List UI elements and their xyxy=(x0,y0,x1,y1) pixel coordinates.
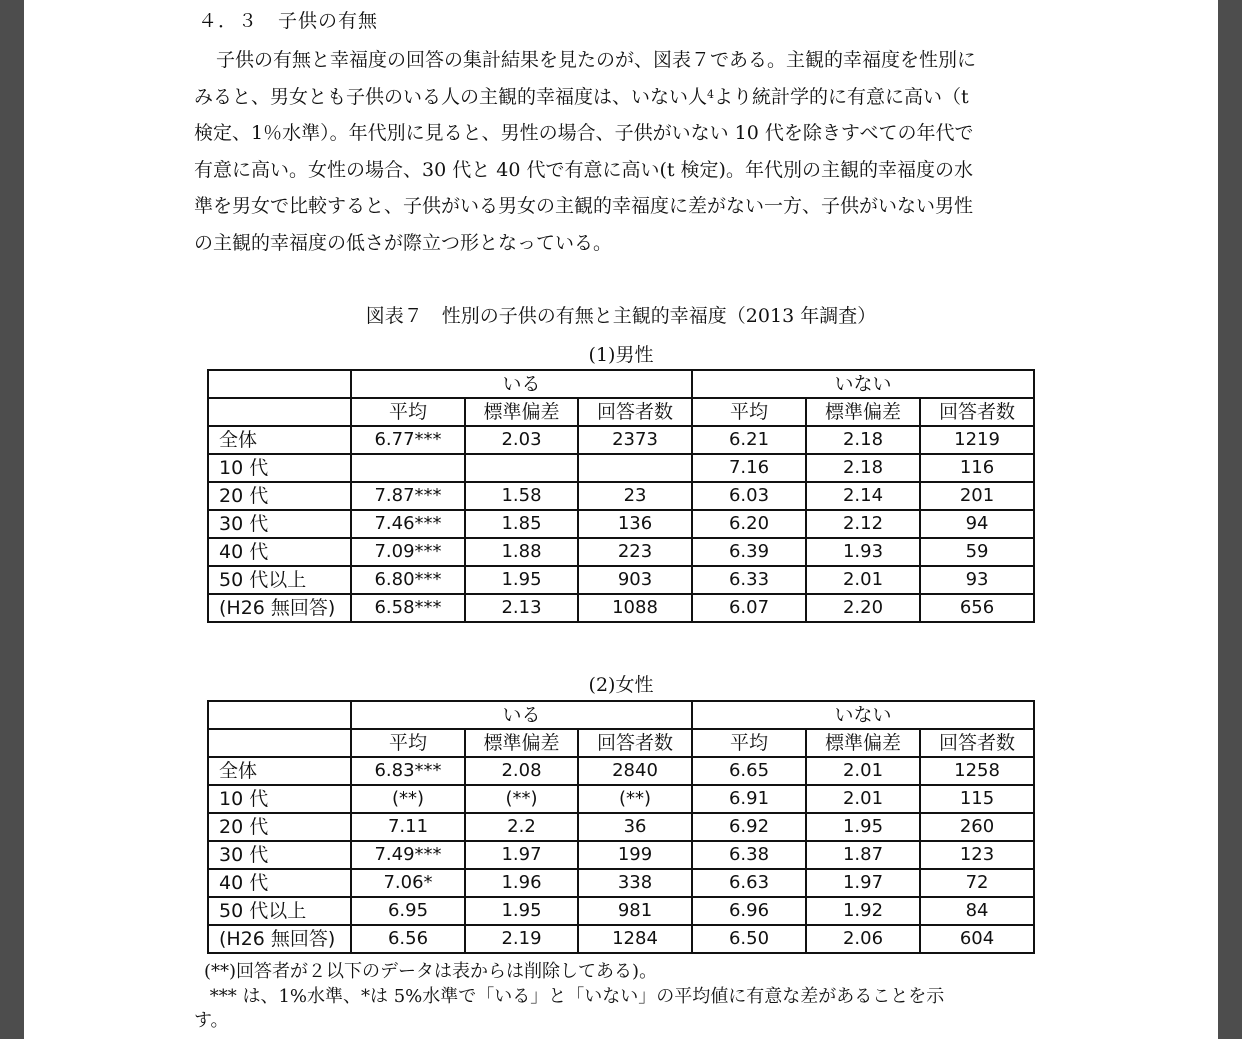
paragraph-text: より統計学的に有意に高い（t xyxy=(714,85,969,108)
table-row xyxy=(208,426,1034,454)
table-cell: 115 xyxy=(920,785,1034,813)
row-label: 30 代 xyxy=(208,510,351,538)
column-header: 標準偏差 xyxy=(465,729,578,757)
table-cell: 6.03 xyxy=(692,482,806,510)
table-cell: 136 xyxy=(578,510,692,538)
table-row xyxy=(208,841,1034,869)
table-cell: 2.01 xyxy=(806,785,920,813)
row-label: 全体 xyxy=(208,757,351,785)
group-header-without-children: いない xyxy=(692,701,1034,729)
table-cell: 2.03 xyxy=(465,426,578,454)
row-label: 20 代 xyxy=(208,482,351,510)
column-header-row xyxy=(208,398,1034,426)
table-cell: 2.13 xyxy=(465,594,578,622)
section-heading: ４．３ 子供の有無 xyxy=(198,10,379,32)
row-label: (H26 無回答) xyxy=(208,594,351,622)
table-cell xyxy=(465,454,578,482)
group-header-row xyxy=(208,701,1034,729)
table-cell: 7.87*** xyxy=(351,482,465,510)
table-cell: 59 xyxy=(920,538,1034,566)
table-cell: 6.21 xyxy=(692,426,806,454)
table-cell: 6.95 xyxy=(351,897,465,925)
table-cell: 93 xyxy=(920,566,1034,594)
table-cell: 2.18 xyxy=(806,454,920,482)
table-cell: 6.38 xyxy=(692,841,806,869)
table-cell: 2.12 xyxy=(806,510,920,538)
table-row xyxy=(208,897,1034,925)
male-table xyxy=(207,369,1035,623)
table-cell: 2840 xyxy=(578,757,692,785)
table-cell: 1219 xyxy=(920,426,1034,454)
group-header-with-children: いる xyxy=(351,370,692,398)
table-cell: 123 xyxy=(920,841,1034,869)
row-label: 50 代以上 xyxy=(208,566,351,594)
paragraph-line: 子供の有無と幸福度の回答の集計結果を見たのが、図表７である。主観的幸福度を性別に xyxy=(216,49,977,71)
paragraph-line: 準を男女で比較すると、子供がいる男女の主観的幸福度に差がない一方、子供がいない男性 xyxy=(194,195,974,218)
table-cell: 1258 xyxy=(920,757,1034,785)
table-cell: 1284 xyxy=(578,925,692,953)
table-cell: 72 xyxy=(920,869,1034,897)
table-cell: 6.56 xyxy=(351,925,465,953)
paragraph-text: みると、男女とも子供のいる人の主観的幸福度は、いない人 xyxy=(194,85,708,108)
table-cell: 7.46*** xyxy=(351,510,465,538)
table-cell: 201 xyxy=(920,482,1034,510)
table-cell: 2.18 xyxy=(806,426,920,454)
column-header: 回答者数 xyxy=(920,398,1034,426)
female-table xyxy=(207,700,1035,954)
row-label: 20 代 xyxy=(208,813,351,841)
table-cell: 338 xyxy=(578,869,692,897)
table-cell: 1.87 xyxy=(806,841,920,869)
column-header: 標準偏差 xyxy=(806,398,920,426)
table-cell: 199 xyxy=(578,841,692,869)
table-cell: 1.95 xyxy=(465,566,578,594)
figure-caption: 図表７ 性別の子供の有無と主観的幸福度（2013 年調査） xyxy=(365,305,877,327)
row-label: 40 代 xyxy=(208,869,351,897)
table-cell: 2.19 xyxy=(465,925,578,953)
table-row xyxy=(208,510,1034,538)
table-cell: 7.49*** xyxy=(351,841,465,869)
table-cell: 6.65 xyxy=(692,757,806,785)
paragraph-line: 検定、1％水準）。年代別に見ると、男性の場合、子供がいない 10 代を除きすべての年代で xyxy=(194,122,974,145)
corner-cell xyxy=(208,729,351,757)
significance-note: *** は、1%水準、*は 5%水準で「いる」と「いない」の平均値に有意な差があることを示 xyxy=(204,986,945,1007)
corner-cell xyxy=(208,701,351,729)
table-row xyxy=(208,538,1034,566)
table-cell: 2.2 xyxy=(465,813,578,841)
table-cell xyxy=(578,454,692,482)
right-page-margin xyxy=(1218,0,1242,1039)
column-header: 平均 xyxy=(692,398,806,426)
table-cell: 6.20 xyxy=(692,510,806,538)
table-row xyxy=(208,594,1034,622)
table-row xyxy=(208,869,1034,897)
table-cell: 1.58 xyxy=(465,482,578,510)
table-cell: 6.92 xyxy=(692,813,806,841)
table-cell: 1.96 xyxy=(465,869,578,897)
table-cell: 36 xyxy=(578,813,692,841)
table-cell: 2.01 xyxy=(806,757,920,785)
table-cell: (**) xyxy=(465,785,578,813)
table-cell: 6.07 xyxy=(692,594,806,622)
table-cell: 6.58*** xyxy=(351,594,465,622)
table-cell: 116 xyxy=(920,454,1034,482)
left-page-margin xyxy=(0,0,24,1039)
table-cell: 1.92 xyxy=(806,897,920,925)
table-row xyxy=(208,785,1034,813)
table-row xyxy=(208,925,1034,953)
table-cell: 2373 xyxy=(578,426,692,454)
table-cell: 260 xyxy=(920,813,1034,841)
table-cell: 6.91 xyxy=(692,785,806,813)
male-table-caption: (1)男性 xyxy=(588,344,654,366)
table-cell xyxy=(351,454,465,482)
table-cell: 6.80*** xyxy=(351,566,465,594)
table-cell: 1.97 xyxy=(806,869,920,897)
row-label: 40 代 xyxy=(208,538,351,566)
table-cell: (**) xyxy=(351,785,465,813)
table-cell: 6.39 xyxy=(692,538,806,566)
table-row xyxy=(208,757,1034,785)
row-label: 全体 xyxy=(208,426,351,454)
table-cell: 6.33 xyxy=(692,566,806,594)
paragraph-line: 有意に高い。女性の場合、30 代と 40 代で有意に高い(t 検定)。年代別の主観的幸福度の水 xyxy=(194,158,973,181)
group-header-row xyxy=(208,370,1034,398)
footnote-reference: 4 xyxy=(707,87,715,101)
paragraph-line: の主観的幸福度の低さが際立つ形となっている。 xyxy=(194,231,613,254)
table-cell: 7.09*** xyxy=(351,538,465,566)
table-cell: 903 xyxy=(578,566,692,594)
table-row xyxy=(208,566,1034,594)
row-label: 50 代以上 xyxy=(208,897,351,925)
female-table-caption: (2)女性 xyxy=(588,674,654,696)
column-header-row xyxy=(208,729,1034,757)
table-cell: (**) xyxy=(578,785,692,813)
table-row xyxy=(208,813,1034,841)
table-row xyxy=(208,454,1034,482)
table-cell: 1.93 xyxy=(806,538,920,566)
table-cell: 7.06* xyxy=(351,869,465,897)
table-note: (**)回答者が２以下のデータは表からは削除してある)。 xyxy=(204,961,658,982)
table-cell: 6.77*** xyxy=(351,426,465,454)
table-cell: 7.11 xyxy=(351,813,465,841)
row-label: 10 代 xyxy=(208,454,351,482)
table-cell: 1.88 xyxy=(465,538,578,566)
table-cell: 1.95 xyxy=(806,813,920,841)
table-cell: 1.95 xyxy=(465,897,578,925)
table-cell: 223 xyxy=(578,538,692,566)
column-header: 標準偏差 xyxy=(806,729,920,757)
table-cell: 84 xyxy=(920,897,1034,925)
column-header: 標準偏差 xyxy=(465,398,578,426)
table-cell: 1.85 xyxy=(465,510,578,538)
group-header-without-children: いない xyxy=(692,370,1034,398)
table-cell: 23 xyxy=(578,482,692,510)
corner-cell xyxy=(208,370,351,398)
row-label: (H26 無回答) xyxy=(208,925,351,953)
row-label: 10 代 xyxy=(208,785,351,813)
table-cell: 94 xyxy=(920,510,1034,538)
table-cell: 2.14 xyxy=(806,482,920,510)
significance-note-continued: す。 xyxy=(194,1010,229,1031)
group-header-with-children: いる xyxy=(351,701,692,729)
table-row xyxy=(208,482,1034,510)
table-cell: 1088 xyxy=(578,594,692,622)
table-cell: 604 xyxy=(920,925,1034,953)
column-header: 平均 xyxy=(692,729,806,757)
table-cell: 1.97 xyxy=(465,841,578,869)
table-cell: 7.16 xyxy=(692,454,806,482)
table-cell: 6.50 xyxy=(692,925,806,953)
column-header: 回答者数 xyxy=(578,398,692,426)
table-cell: 981 xyxy=(578,897,692,925)
table-cell: 2.01 xyxy=(806,566,920,594)
corner-cell xyxy=(208,398,351,426)
row-label: 30 代 xyxy=(208,841,351,869)
table-cell: 656 xyxy=(920,594,1034,622)
column-header: 回答者数 xyxy=(920,729,1034,757)
table-cell: 6.96 xyxy=(692,897,806,925)
table-cell: 6.63 xyxy=(692,869,806,897)
column-header: 平均 xyxy=(351,398,465,426)
table-cell: 2.20 xyxy=(806,594,920,622)
body-paragraph xyxy=(194,42,1054,262)
table-cell: 2.08 xyxy=(465,757,578,785)
table-cell: 2.06 xyxy=(806,925,920,953)
column-header: 平均 xyxy=(351,729,465,757)
table-cell: 6.83*** xyxy=(351,757,465,785)
paragraph-line xyxy=(194,79,1054,116)
column-header: 回答者数 xyxy=(578,729,692,757)
